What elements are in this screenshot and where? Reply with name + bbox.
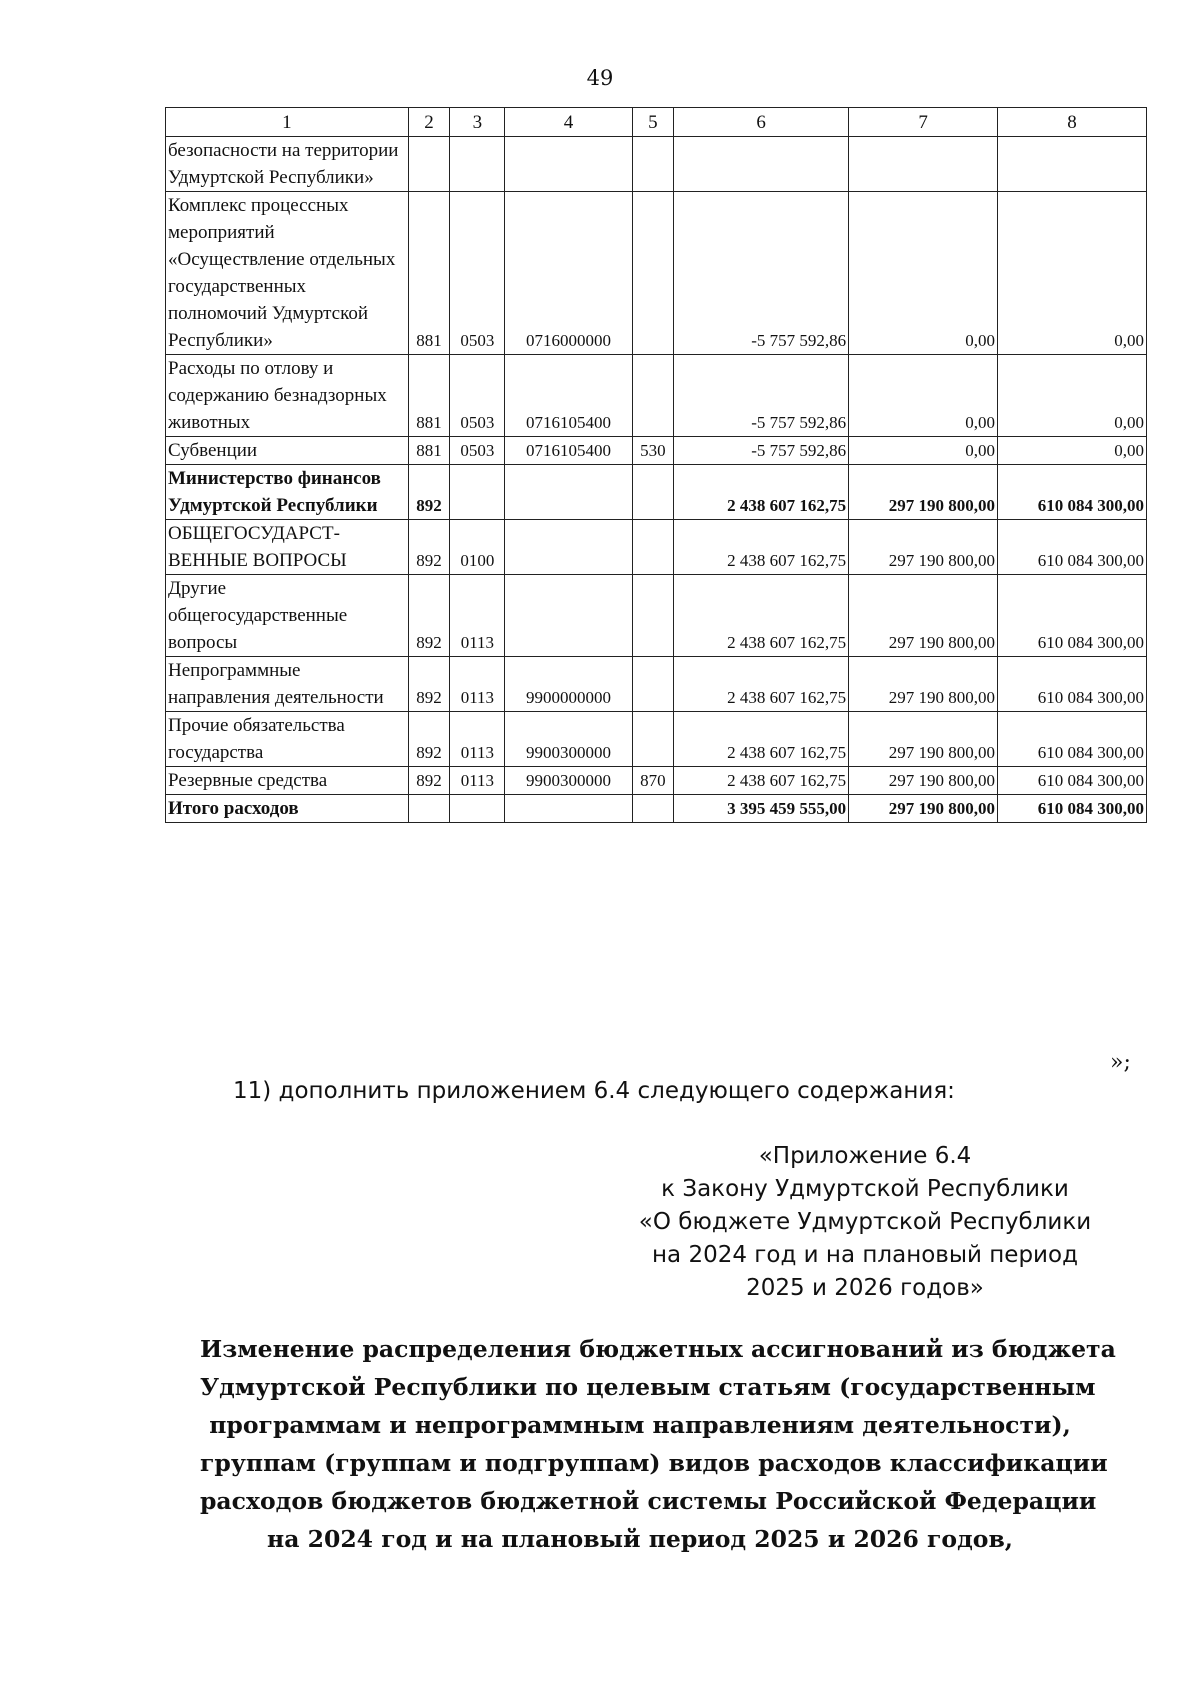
- row-name: Расходы по отлову и содержанию безнадзорных животных: [166, 355, 409, 437]
- ministry-code: 892: [408, 657, 450, 712]
- target-article-code: [505, 795, 632, 823]
- amount-2024: -5 757 592,86: [674, 437, 849, 465]
- target-article-code: [505, 575, 632, 657]
- amount-2024: 2 438 607 162,75: [674, 575, 849, 657]
- column-header: 8: [998, 108, 1147, 137]
- appendix-line: 2025 и 2026 годов»: [746, 1275, 984, 1301]
- table-row: [166, 137, 1147, 192]
- row-name: Резервные средства: [166, 767, 409, 795]
- amount-2024: -5 757 592,86: [674, 355, 849, 437]
- ministry-code: 881: [408, 192, 450, 355]
- section-code: [450, 137, 505, 192]
- expense-type-code: 870: [632, 767, 674, 795]
- row-name: Другие общегосударственные вопросы: [166, 575, 409, 657]
- amount-2026: 610 084 300,00: [998, 712, 1147, 767]
- column-header: 4: [505, 108, 632, 137]
- amount-2025: 0,00: [849, 192, 998, 355]
- amount-2026: 0,00: [998, 192, 1147, 355]
- table-row: [166, 192, 1147, 355]
- amount-2026: [998, 137, 1147, 192]
- ministry-code: 892: [408, 767, 450, 795]
- expense-type-code: [632, 712, 674, 767]
- ministry-code: [408, 795, 450, 823]
- expense-type-code: [632, 657, 674, 712]
- amount-2024: -5 757 592,86: [674, 192, 849, 355]
- amount-2025: 0,00: [849, 437, 998, 465]
- section-code: 0503: [450, 437, 505, 465]
- budget-table: [165, 107, 1147, 823]
- amount-2026: 610 084 300,00: [998, 575, 1147, 657]
- column-header: 5: [632, 108, 674, 137]
- amount-2025: 0,00: [849, 355, 998, 437]
- column-header: 3: [450, 108, 505, 137]
- page-number: 49: [586, 66, 614, 90]
- amount-2025: [849, 137, 998, 192]
- column-header: 1: [166, 108, 409, 137]
- amount-2026: 610 084 300,00: [998, 657, 1147, 712]
- amount-2024: 2 438 607 162,75: [674, 767, 849, 795]
- expense-type-code: [632, 137, 674, 192]
- appendix-line: «Приложение 6.4: [758, 1143, 972, 1169]
- section-code: 0100: [450, 520, 505, 575]
- section-code: 0113: [450, 767, 505, 795]
- expense-type-code: [632, 192, 674, 355]
- amount-2024: 2 438 607 162,75: [674, 520, 849, 575]
- title-line: Удмуртской Республики по целевым статьям (государственным: [200, 1373, 1096, 1401]
- column-header: 2: [408, 108, 450, 137]
- table-row: [166, 465, 1147, 520]
- expense-type-code: [632, 795, 674, 823]
- table-row: [166, 437, 1147, 465]
- amount-2024: [674, 137, 849, 192]
- title-line: расходов бюджетов бюджетной системы Российской Федерации: [200, 1487, 1097, 1515]
- section-code: 0503: [450, 355, 505, 437]
- amount-2024: 3 395 459 555,00: [674, 795, 849, 823]
- table-row: [166, 712, 1147, 767]
- amount-2024: 2 438 607 162,75: [674, 657, 849, 712]
- column-header: 6: [674, 108, 849, 137]
- amount-2025: 297 190 800,00: [849, 795, 998, 823]
- table-row: [166, 575, 1147, 657]
- section-code: 0113: [450, 712, 505, 767]
- row-name: ОБЩЕГОСУДАРСТ-ВЕННЫЕ ВОПРОСЫ: [166, 520, 409, 575]
- table-row: [166, 657, 1147, 712]
- expense-type-code: [632, 575, 674, 657]
- row-name: Итого расходов: [166, 795, 409, 823]
- target-article-code: 0716105400: [505, 355, 632, 437]
- row-name: Комплекс процессных мероприятий «Осуществление отдельных государственных полномочий Удмуртской Республики»: [166, 192, 409, 355]
- appendix-header: [630, 1140, 1100, 1305]
- column-header: 7: [849, 108, 998, 137]
- amount-2025: 297 190 800,00: [849, 465, 998, 520]
- title-line: на 2024 год и на плановый период 2025 и 2026 годов,: [267, 1525, 1013, 1553]
- amount-2026: 610 084 300,00: [998, 520, 1147, 575]
- ministry-code: [408, 137, 450, 192]
- title-line: Изменение распределения бюджетных ассигнований из бюджета: [200, 1335, 1116, 1363]
- amount-2025: 297 190 800,00: [849, 767, 998, 795]
- table-total-row: [166, 795, 1147, 823]
- section-code: 0503: [450, 192, 505, 355]
- table-row: [166, 355, 1147, 437]
- target-article-code: 9900000000: [505, 657, 632, 712]
- target-article-code: 9900300000: [505, 767, 632, 795]
- ministry-code: 892: [408, 575, 450, 657]
- expense-type-code: [632, 355, 674, 437]
- ministry-code: 881: [408, 437, 450, 465]
- row-name: Министерство финансов Удмуртской Республики: [166, 465, 409, 520]
- table-row: [166, 520, 1147, 575]
- row-name: Непрограммные направления деятельности: [166, 657, 409, 712]
- expense-type-code: [632, 465, 674, 520]
- row-name: безопасности на территории Удмуртской Республики»: [166, 137, 409, 192]
- row-name: Прочие обязательства государства: [166, 712, 409, 767]
- target-article-code: [505, 137, 632, 192]
- ministry-code: 892: [408, 712, 450, 767]
- amount-2026: 610 084 300,00: [998, 795, 1147, 823]
- target-article-code: [505, 465, 632, 520]
- amount-2025: 297 190 800,00: [849, 575, 998, 657]
- ministry-code: 892: [408, 520, 450, 575]
- amount-2024: 2 438 607 162,75: [674, 712, 849, 767]
- target-article-code: [505, 520, 632, 575]
- amount-2025: 297 190 800,00: [849, 657, 998, 712]
- amount-2025: 297 190 800,00: [849, 520, 998, 575]
- expense-type-code: 530: [632, 437, 674, 465]
- section-code: 0113: [450, 657, 505, 712]
- appendix-line: «О бюджете Удмуртской Республики: [638, 1209, 1092, 1235]
- target-article-code: 9900300000: [505, 712, 632, 767]
- document-title: [200, 1330, 1116, 1558]
- appendix-line: к Закону Удмуртской Республики: [661, 1176, 1069, 1202]
- appendix-line: на 2024 год и на плановый период: [652, 1242, 1078, 1268]
- ministry-code: 892: [408, 465, 450, 520]
- section-code: [450, 465, 505, 520]
- closing-quote-mark: »;: [1110, 1050, 1131, 1075]
- amount-2026: 0,00: [998, 355, 1147, 437]
- title-line: группам (группам и подгруппам) видов расходов классификации: [200, 1449, 1108, 1477]
- table-row: [166, 767, 1147, 795]
- section-code: [450, 795, 505, 823]
- table-header-row: [166, 108, 1147, 137]
- target-article-code: 0716000000: [505, 192, 632, 355]
- amount-2026: 610 084 300,00: [998, 465, 1147, 520]
- section-code: 0113: [450, 575, 505, 657]
- amount-2024: 2 438 607 162,75: [674, 465, 849, 520]
- amount-2025: 297 190 800,00: [849, 712, 998, 767]
- amendment-instruction: 11) дополнить приложением 6.4 следующего содержания:: [233, 1078, 955, 1104]
- ministry-code: 881: [408, 355, 450, 437]
- amount-2026: 610 084 300,00: [998, 767, 1147, 795]
- row-name: Субвенции: [166, 437, 409, 465]
- expense-type-code: [632, 520, 674, 575]
- title-line: программам и непрограммным направлениям деятельности),: [209, 1411, 1071, 1439]
- target-article-code: 0716105400: [505, 437, 632, 465]
- amount-2026: 0,00: [998, 437, 1147, 465]
